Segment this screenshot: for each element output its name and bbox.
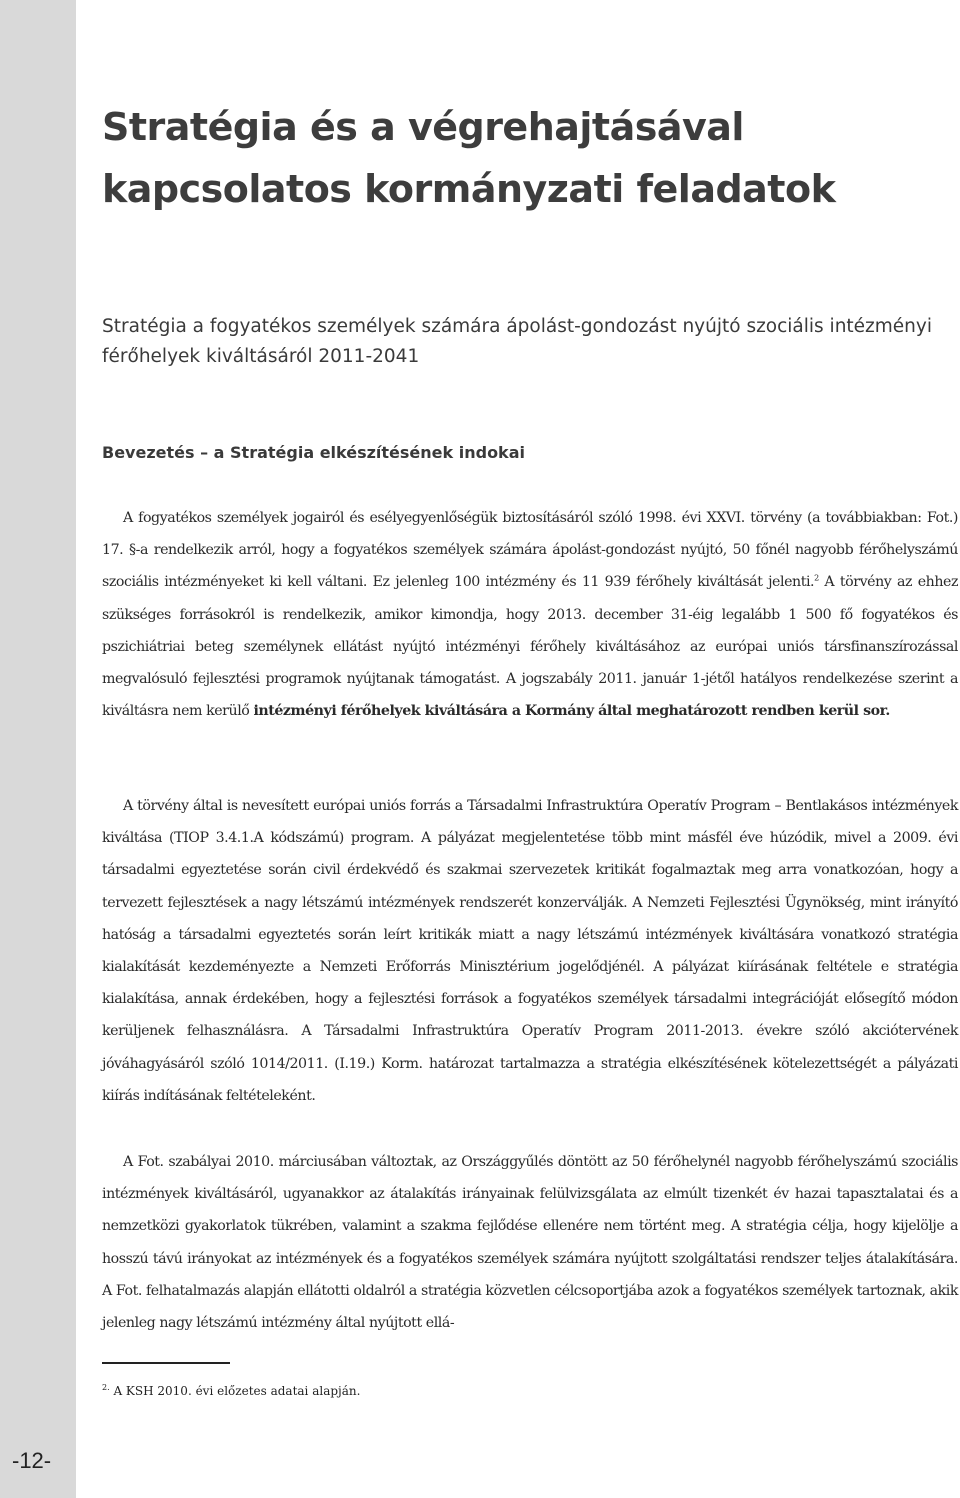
footnote-marker: 2. — [102, 1383, 110, 1392]
section-heading: Bevezetés – a Stratégia elkészítésének indokai — [102, 443, 525, 462]
paragraph-1 — [102, 502, 958, 727]
page-sidebar-band — [0, 0, 76, 1498]
paragraph-1-text-b: A törvény az ehhez szükséges forrásokról is rendelkezik, amikor kimondja, hogy 2013. december 31-éig legalább 1 500 fő fogyatékos és pszichiátriai beteg személynek ellátást nyújtó intézményi férőhely kiváltásához az európai uniós társfinanszírozással megvalósuló fejlesztési programok nyújtanak támogatást. A jogszabály 2011. január 1-jétől hatályos rendelkezése szerint a kiváltásra nem kerülő — [102, 574, 958, 720]
footnote-reference[interactable]: 2 — [814, 573, 819, 583]
paragraph-3: A Fot. szabályai 2010. márciusában változtak, az Országgyűlés döntött az 50 férőhelynél nagyobb férőhelyszámú szociális intézmények kiváltásáról, ugyanakkor az átalakítás irányainak felülvizsgálata az elmúlt tizenkét év hazai tapasztalatai és a nemzetközi gyakorlatok tükrében, valamint a szakma fejlődése ellenére nem történt meg. A stratégia célja, hogy kijelölje a hosszú távú irányokat az intézmények és a fogyatékos személyek számára nyújtott szolgáltatási rendszer teljes átalakítására. A Fot. felhatalmazás alapján ellátotti oldalról a stratégia közvetlen célcsoportjába azok a fogyatékos személyek tartoznak, akik jelenleg nagy létszámú intézmény által nyújtott ellá- — [102, 1154, 958, 1332]
paragraph-1-text-a: A fogyatékos személyek jogairól és esélyegyenlőségük biztosításáról szóló 1998. évi XXVI. törvény (a továbbiakban: Fot.) 17. §-a rendelkezik arról, hogy a fogyatékos személyek számára ápolást-gondozást nyújtó, 50 főnél nagyobb férőhelyszámú szociális intézményeket ki kell váltani. Ez jelenleg 100 intézmény és 11 939 férőhely kiváltását jelenti. — [102, 510, 958, 591]
paragraph-2: A törvény által is nevesített európai uniós forrás a Társadalmi Infrastruktúra Operatív Program – Bentlakásos intézmények kiváltása (TIOP 3.4.1.A kódszámú) program. A pályázat megjelentetése több mint másfél éve húzódik, mivel a 2009. évi társadalmi egyeztetése során civil érdekvédő és szakmai szervezetek kritikát fogalmaztak meg arra vonatkozóan, hogy a tervezett fejlesztések a nagy létszámú intézmények rendszerét konzerválják. A Nemzeti Fejlesztési Ügynökség, mint irányító hatóság a társadalmi egyeztetés során leírt kritikák miatt a nagy létszámú intézmények kiváltására vonatkozó stratégia kialakítását kezdeményezte a Nemzeti Erőforrás Minisztérium jogelődjénél. A pályázat kiírásának feltétele e stratégia kialakítása, annak érdekében, hogy a fejlesztési források a fogyatékos személyek társadalmi integrációját elősegítő módon kerüljenek felhasználásra. A Társadalmi Infrastruktúra Operatív Program 2011-2013. évekre szóló akciótervének jóváhagyásáról szóló 1014/2011. (I.19.) Korm. határozat tartalmazza a stratégia elkészítésének kötelezettségét a pályázati kiírás indításának feltételeként. — [102, 798, 958, 1104]
footnote-divider — [102, 1362, 230, 1364]
paragraph-1-bold-text: intézményi férőhelyek kiváltására a Kormány által meghatározott rendben kerül sor. — [253, 703, 890, 720]
footnote-text: A KSH 2010. évi előzetes adatai alapján. — [109, 1384, 361, 1398]
page-number: -12- — [12, 1448, 52, 1473]
document-subtitle: Stratégia a fogyatékos személyek számára ápolást-gondozást nyújtó szociális intézményi férőhelyek kiváltásáról 2011-2041 — [102, 316, 932, 367]
page-title: Stratégia és a végrehajtásával kapcsolatos kormányzati feladatok — [102, 105, 836, 211]
footnote — [102, 1382, 802, 1400]
